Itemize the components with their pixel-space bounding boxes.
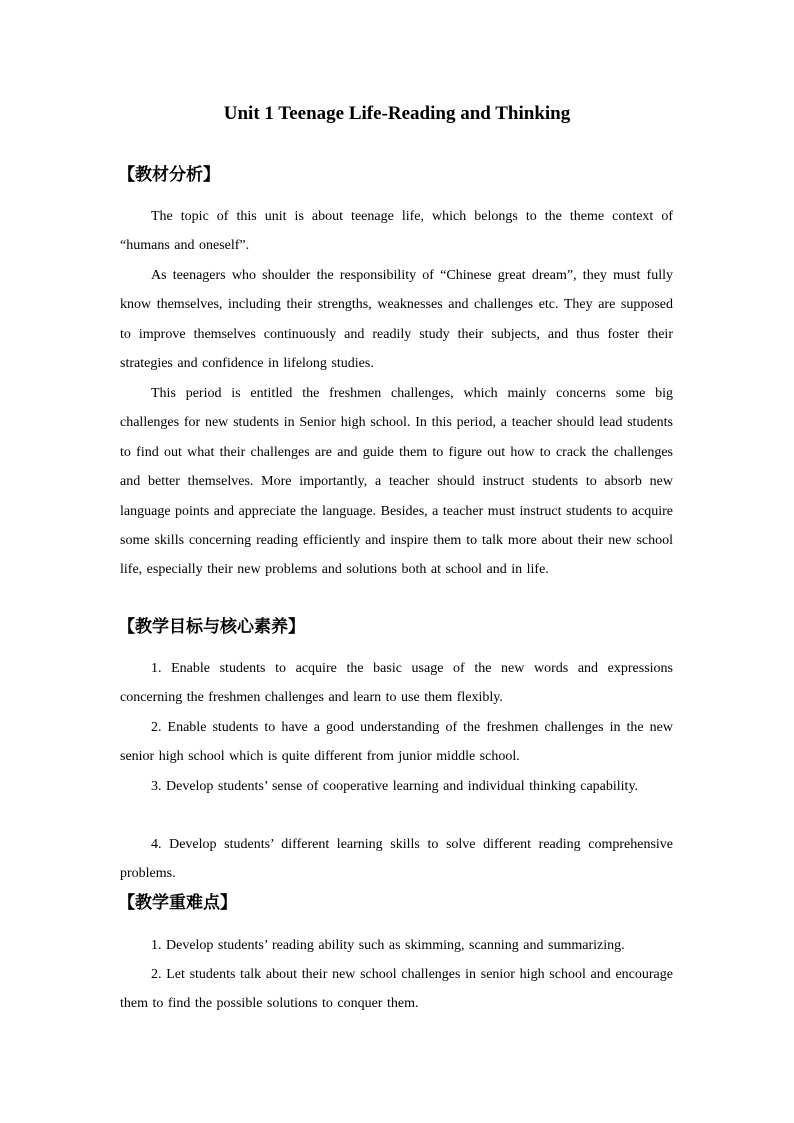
document-title: Unit 1 Teenage Life-Reading and Thinking (223, 103, 571, 124)
paragraph-teenagers: As teenagers who shoulder the responsibility of “Chinese great dream”, they must fully know themselves, including their strengths, weaknesses and challenges etc. They are supposed to improve themselves continuously and readily study their subjects, and thus foster their strategies and confidence in lifelong studies. (120, 268, 673, 372)
section-heading-key-difficulties: 【教学重难点】 (118, 893, 237, 913)
objective-item-1: 1. Enable students to acquire the basic usage of the new words and expressions concerning the freshmen challenges and learn to use them flexibly. (120, 661, 673, 706)
key-point-item-2: 2. Let students talk about their new school challenges in senior high school and encourage them to find the possible solutions to conquer them. (120, 967, 673, 1012)
section-heading-teaching-objectives: 【教学目标与核心素养】 (118, 617, 305, 637)
key-point-item-1: 1. Develop students’ reading ability such as skimming, scanning and summarizing. (151, 938, 625, 953)
paragraph-period: This period is entitled the freshmen challenges, which mainly concerns some big challenges for new students in Senior high school. In this period, a teacher should lead students to find out what their challenges are and guide them to figure out how to crack the challenges and better themselves. More importantly, a teacher should instruct students to absorb new language points and appreciate the language. Besides, a teacher must instruct students to acquire some skills concerning reading efficiently and inspire them to talk more about their new school life, especially their new problems and solutions both at school and in life. (120, 386, 673, 578)
paragraph-topic: The topic of this unit is about teenage life, which belongs to the theme context of “humans and oneself”. (120, 209, 673, 254)
objective-item-2: 2. Enable students to have a good understanding of the freshmen challenges in the new senior high school which is quite different from junior middle school. (120, 720, 673, 765)
objective-item-3: 3. Develop students’ sense of cooperative learning and individual thinking capability. (151, 779, 639, 794)
section-heading-textbook-analysis: 【教材分析】 (118, 165, 220, 185)
objective-item-4: 4. Develop students’ different learning skills to solve different reading comprehensive problems. (120, 837, 673, 882)
